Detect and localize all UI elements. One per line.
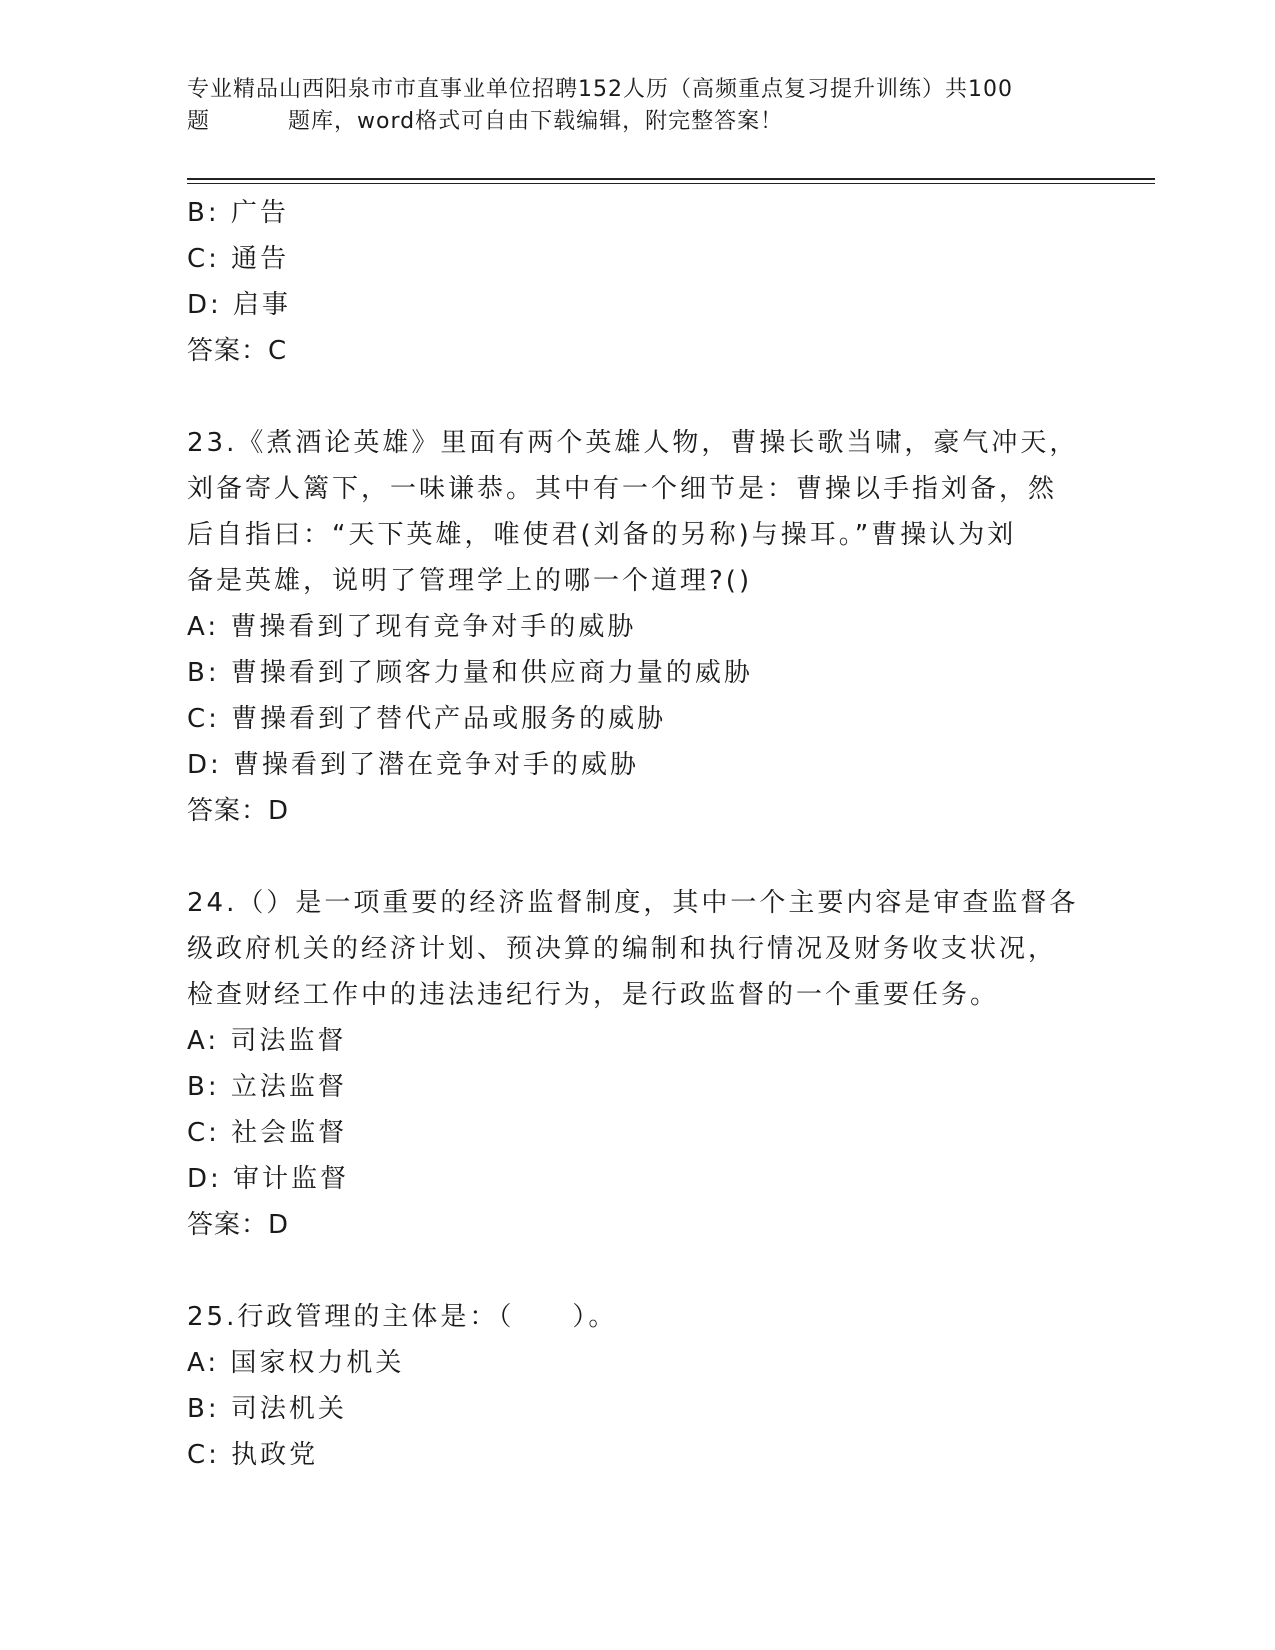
q23-stem-line: 后自指曰：“天下英雄，唯使君(刘备的另称)与操耳。”曹操认为刘: [187, 520, 1017, 550]
header-title-line2-right: 题库，word格式可自由下载编辑，附完整答案！: [288, 109, 784, 134]
q25-option-a: A: 国家权力机关: [187, 1348, 405, 1378]
q22-option-d: D: 启事: [187, 290, 292, 320]
q23-stem-line: 23.《煮酒论英雄》里面有两个英雄人物，曹操长歌当啸，豪气冲天，: [187, 428, 1079, 458]
q24-answer: 答案：D: [187, 1210, 290, 1240]
q25-option-b: B: 司法机关: [187, 1394, 347, 1424]
header-title-line2: [187, 106, 1087, 138]
header-divider-thick: [187, 178, 1155, 180]
question-content: [187, 190, 1087, 1478]
q24-option-a: A: 司法监督: [187, 1026, 347, 1056]
q23-option-d: D: 曹操看到了潜在竞争对手的威胁: [187, 750, 640, 780]
header-title-line1: 专业精品山西阳泉市市直事业单位招聘152人历（高频重点复习提升训练）共100: [187, 77, 1013, 102]
q22-option-c: C: 通告: [187, 244, 290, 274]
q24-option-d: D: 审计监督: [187, 1164, 350, 1194]
header-divider-thin: [187, 183, 1155, 184]
q24-option-c: C: 社会监督: [187, 1118, 348, 1148]
q25-option-c: C: 执政党: [187, 1440, 319, 1470]
spacer: [187, 834, 1087, 880]
spacer: [187, 374, 1087, 420]
q24-stem-line: 级政府机关的经济计划、预决算的编制和执行情况及财务收支状况，: [187, 934, 1058, 964]
q24-stem-line: 检查财经工作中的违法违纪行为，是行政监督的一个重要任务。: [187, 980, 1000, 1010]
q23-stem-line: 刘备寄人篱下，一味谦恭。其中有一个细节是：曹操以手指刘备，然: [187, 474, 1058, 504]
q24-stem-line: 24.（）是一项重要的经济监督制度，其中一个主要内容是审查监督各: [187, 888, 1079, 918]
q23-stem-line: 备是英雄，说明了管理学上的哪一个道理?(): [187, 566, 753, 596]
q23-answer: 答案：D: [187, 796, 290, 826]
header-title-line2-left: 题: [187, 109, 211, 134]
q22-option-b: B: 广告: [187, 198, 289, 228]
q23-option-c: C: 曹操看到了替代产品或服务的威胁: [187, 704, 667, 734]
spacer: [187, 1248, 1087, 1294]
q23-option-a: A: 曹操看到了现有竞争对手的威胁: [187, 612, 637, 642]
q24-option-b: B: 立法监督: [187, 1072, 347, 1102]
q22-answer: 答案：C: [187, 336, 288, 366]
q23-option-b: B: 曹操看到了顾客力量和供应商力量的威胁: [187, 658, 753, 688]
q25-stem-line: 25.行政管理的主体是：（ ）。: [187, 1302, 618, 1332]
page-header: [187, 74, 1087, 138]
